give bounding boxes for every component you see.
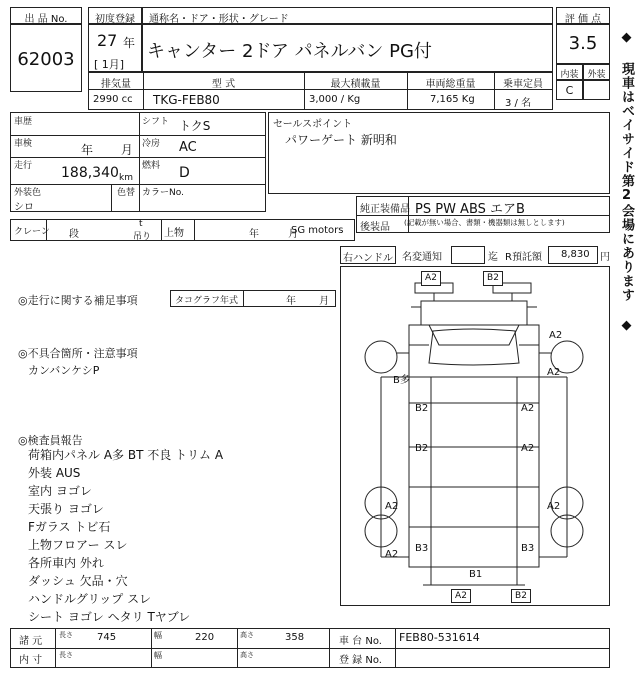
chassis-label: 車 台 No. — [339, 636, 382, 647]
exterior-label: 外装 — [587, 70, 606, 80]
tag-top-left: A2 — [421, 271, 441, 286]
cap-value: 3 / 名 — [505, 98, 532, 109]
after-note: (記載が無い場合、書類・機器類は無しとします) — [404, 219, 565, 228]
report-line: 天張り ヨゴレ — [28, 502, 104, 516]
tag-left-upper: B2 — [415, 403, 429, 414]
reg-year: 27 — [97, 31, 118, 50]
rhd-label: 右ハンドル — [343, 253, 393, 264]
defects-value: カンバンケシP — [28, 364, 100, 377]
inspect-value: 年 月 — [81, 143, 133, 157]
recycle-box — [548, 246, 598, 264]
inner-height-label: 高さ — [240, 651, 254, 659]
width-value: 220 — [195, 632, 215, 643]
shift-value: トクS — [179, 119, 211, 133]
inspector-report-label: ◎検査員報告 — [18, 434, 83, 447]
inner-length-label: 長さ — [59, 651, 73, 659]
report-line: 外装 AUS — [28, 466, 81, 480]
car-name: キャンター 2ドア パネルバン PG付 — [147, 41, 432, 62]
cap-label: 乗車定員 — [503, 79, 543, 90]
tag-right-a2-bottom: A2 — [521, 443, 535, 454]
shift-label: シフト — [142, 117, 170, 127]
ac-value: AC — [179, 140, 197, 155]
car-name-label-box — [142, 7, 553, 24]
interior-value-box — [556, 80, 583, 100]
inspector-report-list — [28, 446, 223, 626]
dimensions-table — [10, 628, 610, 668]
reg-year-unit: 年 — [123, 36, 136, 50]
details-grid — [10, 112, 266, 212]
load-value: 3,000 / Kg — [309, 94, 361, 105]
model-label: 型 式 — [211, 79, 236, 90]
mileage-value: 188,340 — [61, 165, 119, 181]
report-line: 室内 ヨゴレ — [28, 484, 92, 498]
grade-box — [556, 24, 610, 64]
tag-bottom-b1: B1 — [469, 569, 483, 580]
color-label: 外装色 — [14, 188, 42, 198]
reg-label-box — [88, 7, 142, 24]
tacho-label: タコグラフ年式 — [175, 296, 239, 306]
lot-label-box — [10, 7, 82, 24]
tag-left-b3: B3 — [415, 543, 429, 554]
sales-point-value: パワーゲート 新明和 — [285, 133, 397, 147]
defects-label: ◎不具合箇所・注意事項 — [18, 347, 138, 360]
tag-right-b3: B3 — [521, 543, 535, 554]
recycle-unit: 円 — [600, 252, 610, 263]
name-change-box — [451, 246, 485, 264]
gvw-label: 車両総重量 — [425, 79, 476, 90]
color-change-label: 色替 — [117, 188, 136, 198]
dist-label: 迄 — [488, 252, 498, 263]
reg-date-box — [88, 24, 142, 72]
history-label: 車歴 — [14, 117, 33, 127]
tag-right-mid: A2 — [547, 367, 561, 378]
tacho-value: 年 月 — [286, 296, 330, 307]
car-name-label: 通称名・ドア・形状・グレード — [149, 14, 289, 25]
crane-tsuri: 吊り — [133, 232, 152, 242]
tag-top-right: B2 — [483, 271, 503, 286]
inner-width-label: 幅 — [154, 651, 162, 660]
crane-label: クレーン — [14, 227, 50, 237]
reg-no-label: 登 録 No. — [339, 655, 382, 666]
after-label: 後装品 — [360, 222, 390, 233]
fuel-label: 燃料 — [142, 161, 161, 171]
dims-label: 諸 元 — [19, 636, 43, 647]
sales-point-box — [268, 112, 610, 194]
upper-maker: SG motors — [291, 225, 344, 236]
color-value: シロ — [14, 202, 34, 213]
ac-label: 冷房 — [142, 139, 161, 149]
inner-dims-label: 内 寸 — [19, 655, 43, 666]
tag-right-a2-mid: A2 — [521, 403, 535, 414]
report-line: Fガラス トビ石 — [28, 520, 111, 534]
specs-row — [88, 72, 553, 110]
venue-side-note: ◆ 現車はベイサイド第2会場にあります ◆ — [619, 30, 634, 334]
rhd-box — [340, 246, 396, 264]
chassis-value: FEB80-531614 — [399, 631, 480, 644]
width-label: 幅 — [154, 631, 162, 640]
recycle-value: 8,830 — [561, 249, 590, 260]
crane-row — [10, 219, 355, 241]
equipment-box — [356, 196, 610, 233]
lot-number-box — [10, 24, 82, 92]
crane-dan: 段 — [69, 229, 79, 240]
car-name-box — [142, 24, 553, 72]
tag-left-a2-bottom: A2 — [385, 549, 399, 560]
tag-b-many: B多 — [393, 375, 410, 386]
disp-value: 2990 cc — [93, 94, 133, 105]
interior-label: 内装 — [560, 70, 579, 80]
tag-left-b2-mid: B2 — [415, 443, 429, 454]
report-line: 上物フロアー スレ — [28, 538, 128, 552]
grade-value: 3.5 — [568, 33, 598, 54]
height-value: 358 — [285, 632, 305, 643]
tag-bottom-right: B2 — [511, 589, 531, 603]
lot-number: 62003 — [17, 49, 75, 70]
length-label: 長さ — [59, 631, 73, 639]
inspect-label: 車検 — [14, 139, 33, 149]
upper-label: 上物 — [164, 228, 184, 239]
sales-point-label: セールスポイント — [273, 119, 353, 130]
interior-label-box — [556, 64, 583, 80]
grade-label: 評 価 点 — [564, 14, 602, 25]
reg-label: 初度登録 — [95, 14, 135, 25]
lot-label: 出 品 No. — [24, 14, 68, 25]
color-code-label: カラーNo. — [142, 188, 184, 198]
length-value: 745 — [97, 632, 117, 643]
report-line: シート ヨゴレ ヘタリ Tヤブレ — [28, 610, 191, 624]
upper-date: 年 月 — [249, 229, 299, 240]
grade-label-box — [556, 7, 610, 24]
recycle-label: R預託額 — [505, 252, 542, 263]
truck-outline — [341, 267, 609, 605]
reg-month: [ 1月] — [94, 58, 125, 71]
crane-ton: t — [139, 219, 143, 229]
exterior-label-box — [583, 64, 610, 80]
fuel-value: D — [179, 165, 190, 181]
interior-value: C — [565, 84, 574, 97]
height-label: 高さ — [240, 631, 254, 639]
gvw-value: 7,165 Kg — [430, 94, 475, 105]
equip-value: PS PW ABS エアB — [415, 202, 525, 217]
exterior-value-box — [583, 80, 610, 100]
report-line: ハンドルグリップ スレ — [28, 592, 152, 606]
model-value: TKG-FEB80 — [153, 93, 220, 107]
report-line: 荷箱内パネル A多 BT 不良 トリム A — [28, 448, 224, 462]
mileage-label: 走行 — [14, 161, 33, 171]
report-line: 各所車内 外れ — [28, 556, 104, 570]
report-line: ダッシュ 欠品・穴 — [28, 574, 128, 588]
tacho-box — [170, 290, 336, 307]
tag-left-a2-lower: A2 — [385, 501, 399, 512]
tag-right-a2-lower: A2 — [547, 501, 561, 512]
tag-right-upper: A2 — [549, 330, 563, 341]
load-label: 最大積載量 — [330, 79, 381, 90]
tag-bottom-left: A2 — [451, 589, 471, 603]
mileage-unit: km — [119, 173, 133, 183]
equip-label: 純正装備品 — [360, 204, 410, 215]
disp-label: 排気量 — [101, 79, 131, 90]
running-notes-label: ◎走行に関する補足事項 — [18, 294, 138, 307]
name-change-label: 名変通知 — [402, 252, 442, 263]
damage-diagram — [340, 266, 610, 606]
